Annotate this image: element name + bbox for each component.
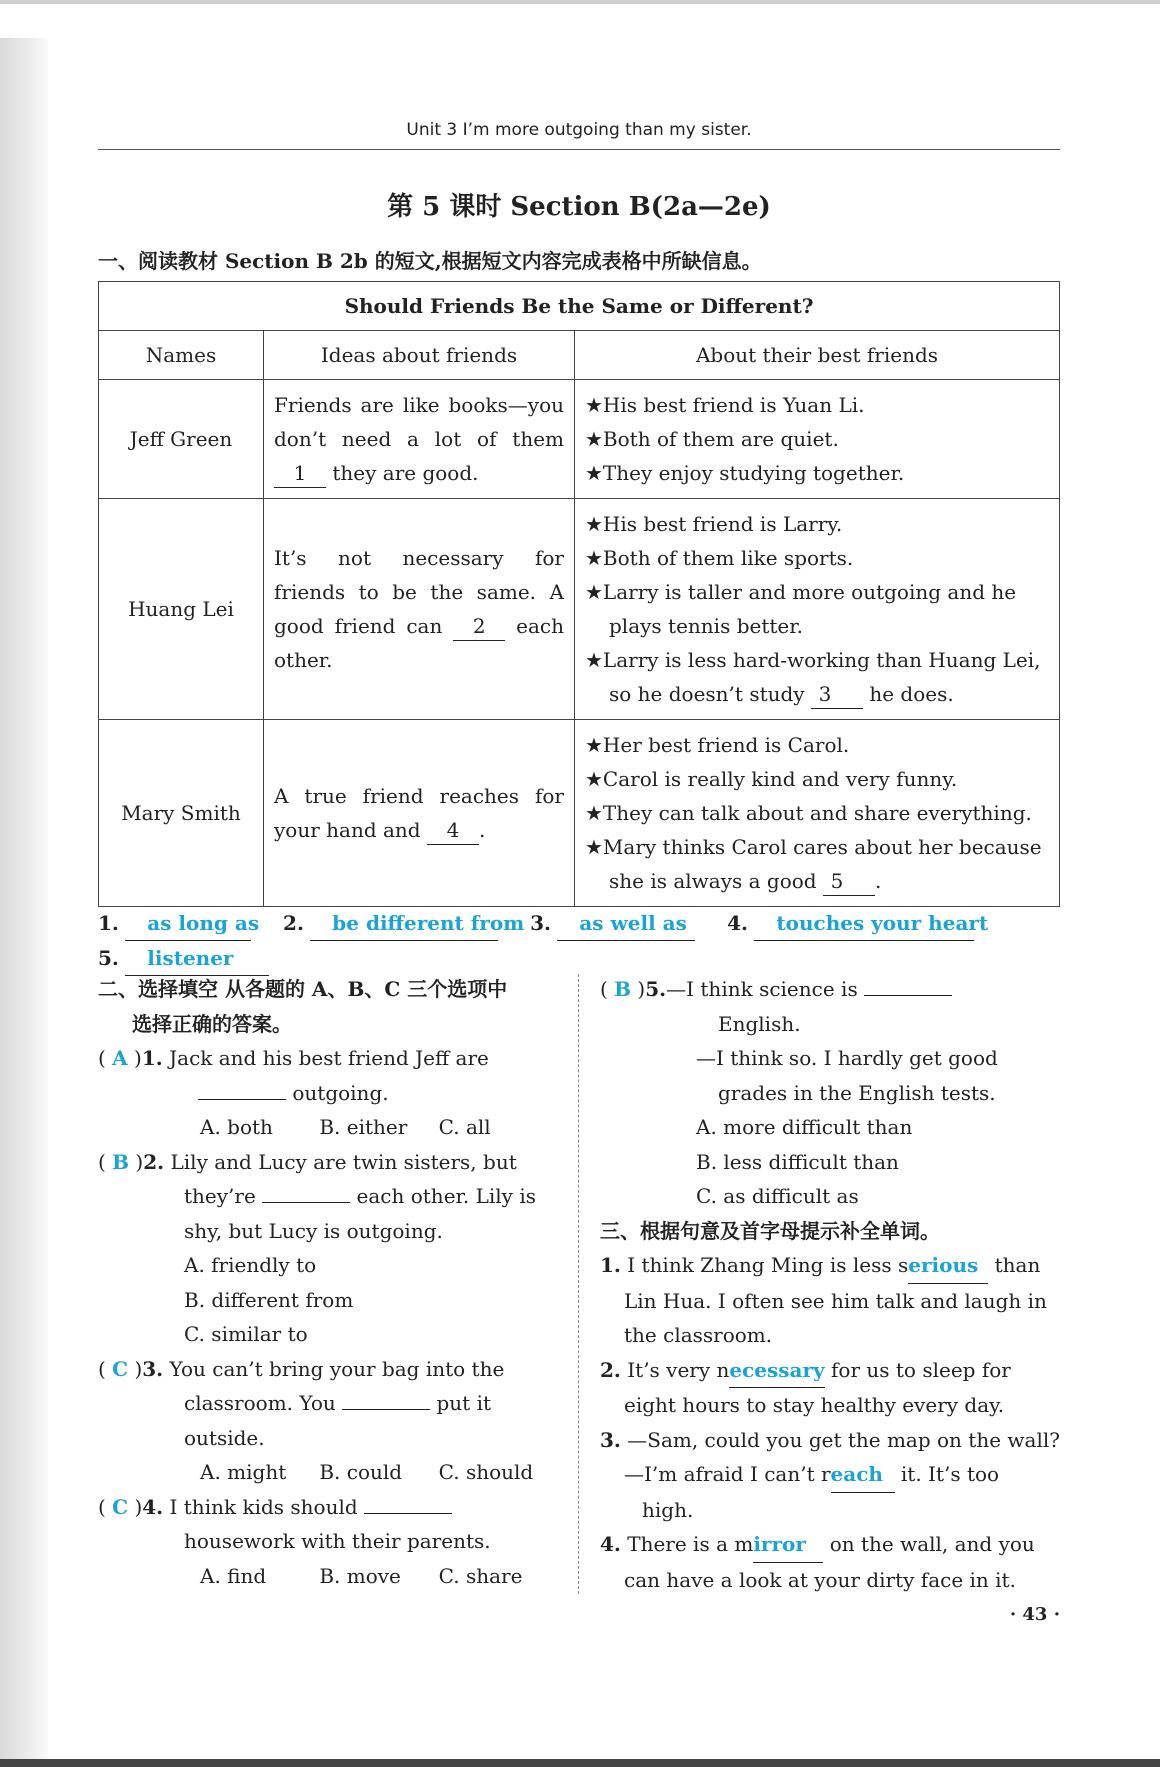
question-4: ( C )4. I think kids should housework with their parents. A. find B. move C. share <box>98 1494 523 1588</box>
lesson-title: 第 5 课时 Section B(2a—2e) <box>387 192 771 222</box>
table-row <box>99 720 1060 907</box>
answer-2: be different from <box>310 906 498 941</box>
filled-word: erious <box>908 1253 979 1277</box>
question-5: ( B )5.—I think science is English. —I think so. I hardly get good grades in the English tests. A. more difficult than B. less difficult than C. as difficult as <box>600 977 998 1208</box>
answer-5: listener <box>125 941 269 976</box>
idea-text: each other. <box>274 614 565 672</box>
idea-text: It’s not necessary for friends to be the same. A good friend can <box>274 546 564 638</box>
question-3: ( C )3. You can’t bring your bag into the classroom. You put it outside. A. might B. could C. should <box>98 1356 534 1484</box>
filled-word: ecessary <box>729 1357 825 1382</box>
word-item-4: 4. There is a mirror on the wall, and you can have a look at your dirty face in it. <box>600 1527 1060 1597</box>
fact-line: ★Larry is less hard-working than Huang Lei, so he doesn’t study 3 he does. <box>585 643 1049 711</box>
running-header: Unit 3 I’m more outgoing than my sister. <box>406 120 752 140</box>
idea-text: Friends are like books—you don’t need a lot of them <box>274 393 564 451</box>
page-number: · 43 · <box>1009 1604 1060 1625</box>
answer-number: 1. <box>98 911 119 935</box>
answer-4: touches your heart <box>754 906 974 941</box>
scan-top-edge <box>0 0 1160 4</box>
answer-letter: C <box>112 1356 129 1381</box>
part3-heading: 三、根据句意及首字母提示补全单词。 <box>600 1218 940 1243</box>
answer-blank <box>262 1202 350 1203</box>
answer-blank <box>198 1099 286 1100</box>
name-cell: Mary Smith <box>99 720 264 907</box>
best-friend-cell <box>575 380 1060 499</box>
fact-line: ★They can talk about and share everything. <box>585 801 1032 825</box>
blank-3: 3 <box>811 680 863 709</box>
right-column <box>600 972 1060 1597</box>
answer-blank <box>864 995 952 996</box>
name-cell: Jeff Green <box>99 380 264 499</box>
table-row <box>99 499 1060 720</box>
filled-word: irror <box>753 1532 806 1556</box>
fact-line: ★His best friend is Larry. <box>585 512 843 536</box>
header-rule <box>98 149 1060 150</box>
col-header-best-friends: About their best friends <box>575 331 1060 380</box>
col-header-names: Names <box>99 331 264 380</box>
idea-text: they are good. <box>332 461 479 485</box>
idea-cell <box>264 380 575 499</box>
blank-1: 1 <box>274 459 326 488</box>
answer-letter: B <box>112 1149 130 1174</box>
reading-table <box>98 281 1060 907</box>
answer-1: as long as <box>125 906 251 941</box>
answer-number: 5. <box>98 946 119 970</box>
part1-answers <box>98 906 1060 976</box>
answer-letter: C <box>112 1494 129 1519</box>
answer-3: as well as <box>557 906 695 941</box>
idea-text: A true friend reaches for your hand and <box>274 784 564 842</box>
fact-line: ★Both of them are quiet. <box>585 427 839 451</box>
fact-line: ★His best friend is Yuan Li. <box>585 393 865 417</box>
fact-line: ★Larry is taller and more outgoing and he plays tennis better. <box>585 580 1017 638</box>
answer-letter: B <box>614 977 632 1001</box>
table-row <box>99 380 1060 499</box>
answer-number: 3. <box>530 911 551 935</box>
best-friend-cell <box>575 499 1060 720</box>
part2-heading: 二、选择填空 从各题的 A、B、C 三个选项中 <box>98 977 508 1001</box>
word-item-1: 1. I think Zhang Ming is less serious than Lin Hua. I often see him talk and laugh in the classroom. <box>600 1248 1060 1353</box>
answer-number: 2. <box>283 911 304 935</box>
fact-line: ★Both of them like sports. <box>585 546 854 570</box>
fact-line: ★Her best friend is Carol. <box>585 733 850 757</box>
idea-text: . <box>478 818 486 842</box>
part2-heading-cont: 选择正确的答案。 <box>132 1011 292 1036</box>
question-2: ( B )2. Lily and Lucy are twin sisters, but they’re each other. Lily is shy, but Lucy is outgoing. A. friendly to B. different from C. similar to <box>98 1149 536 1346</box>
scan-bottom-edge <box>0 1759 1160 1767</box>
blank-4: 4 <box>427 816 479 845</box>
word-item-3: 3. —Sam, could you get the map on the wall? —I’m afraid I can’t reach it. It’s too high. <box>600 1427 1060 1522</box>
answer-letter: A <box>112 1046 128 1070</box>
fact-line: ★Carol is really kind and very funny. <box>585 767 958 791</box>
answer-blank <box>342 1409 430 1410</box>
idea-cell <box>264 720 575 907</box>
answer-number: 4. <box>727 911 749 935</box>
col-header-ideas: Ideas about friends <box>264 331 575 380</box>
word-item-2: 2. It’s very necessary for us to sleep for eight hours to stay healthy every day. <box>600 1353 1060 1423</box>
part1-instruction: 一、阅读教材 Section B 2b 的短文,根据短文内容完成表格中所缺信息。 <box>98 249 762 273</box>
blank-5: 5 <box>823 867 875 896</box>
fact-line: ★They enjoy studying together. <box>585 461 905 485</box>
best-friend-cell <box>575 720 1060 907</box>
fact-line: ★Mary thinks Carol cares about her because she is always a good 5 . <box>585 830 1049 898</box>
left-column <box>98 972 558 1593</box>
blank-2: 2 <box>453 612 505 641</box>
column-divider <box>578 974 579 1594</box>
filled-word: each <box>830 1462 883 1486</box>
answer-blank <box>364 1513 452 1514</box>
idea-cell <box>264 499 575 720</box>
question-1: ( A )1. Jack and his best friend Jeff are outgoing. A. both B. either C. all <box>98 1046 491 1139</box>
table-title: Should Friends Be the Same or Different? <box>99 282 1060 331</box>
page-gutter-shadow <box>0 38 48 1763</box>
name-cell: Huang Lei <box>99 499 264 720</box>
